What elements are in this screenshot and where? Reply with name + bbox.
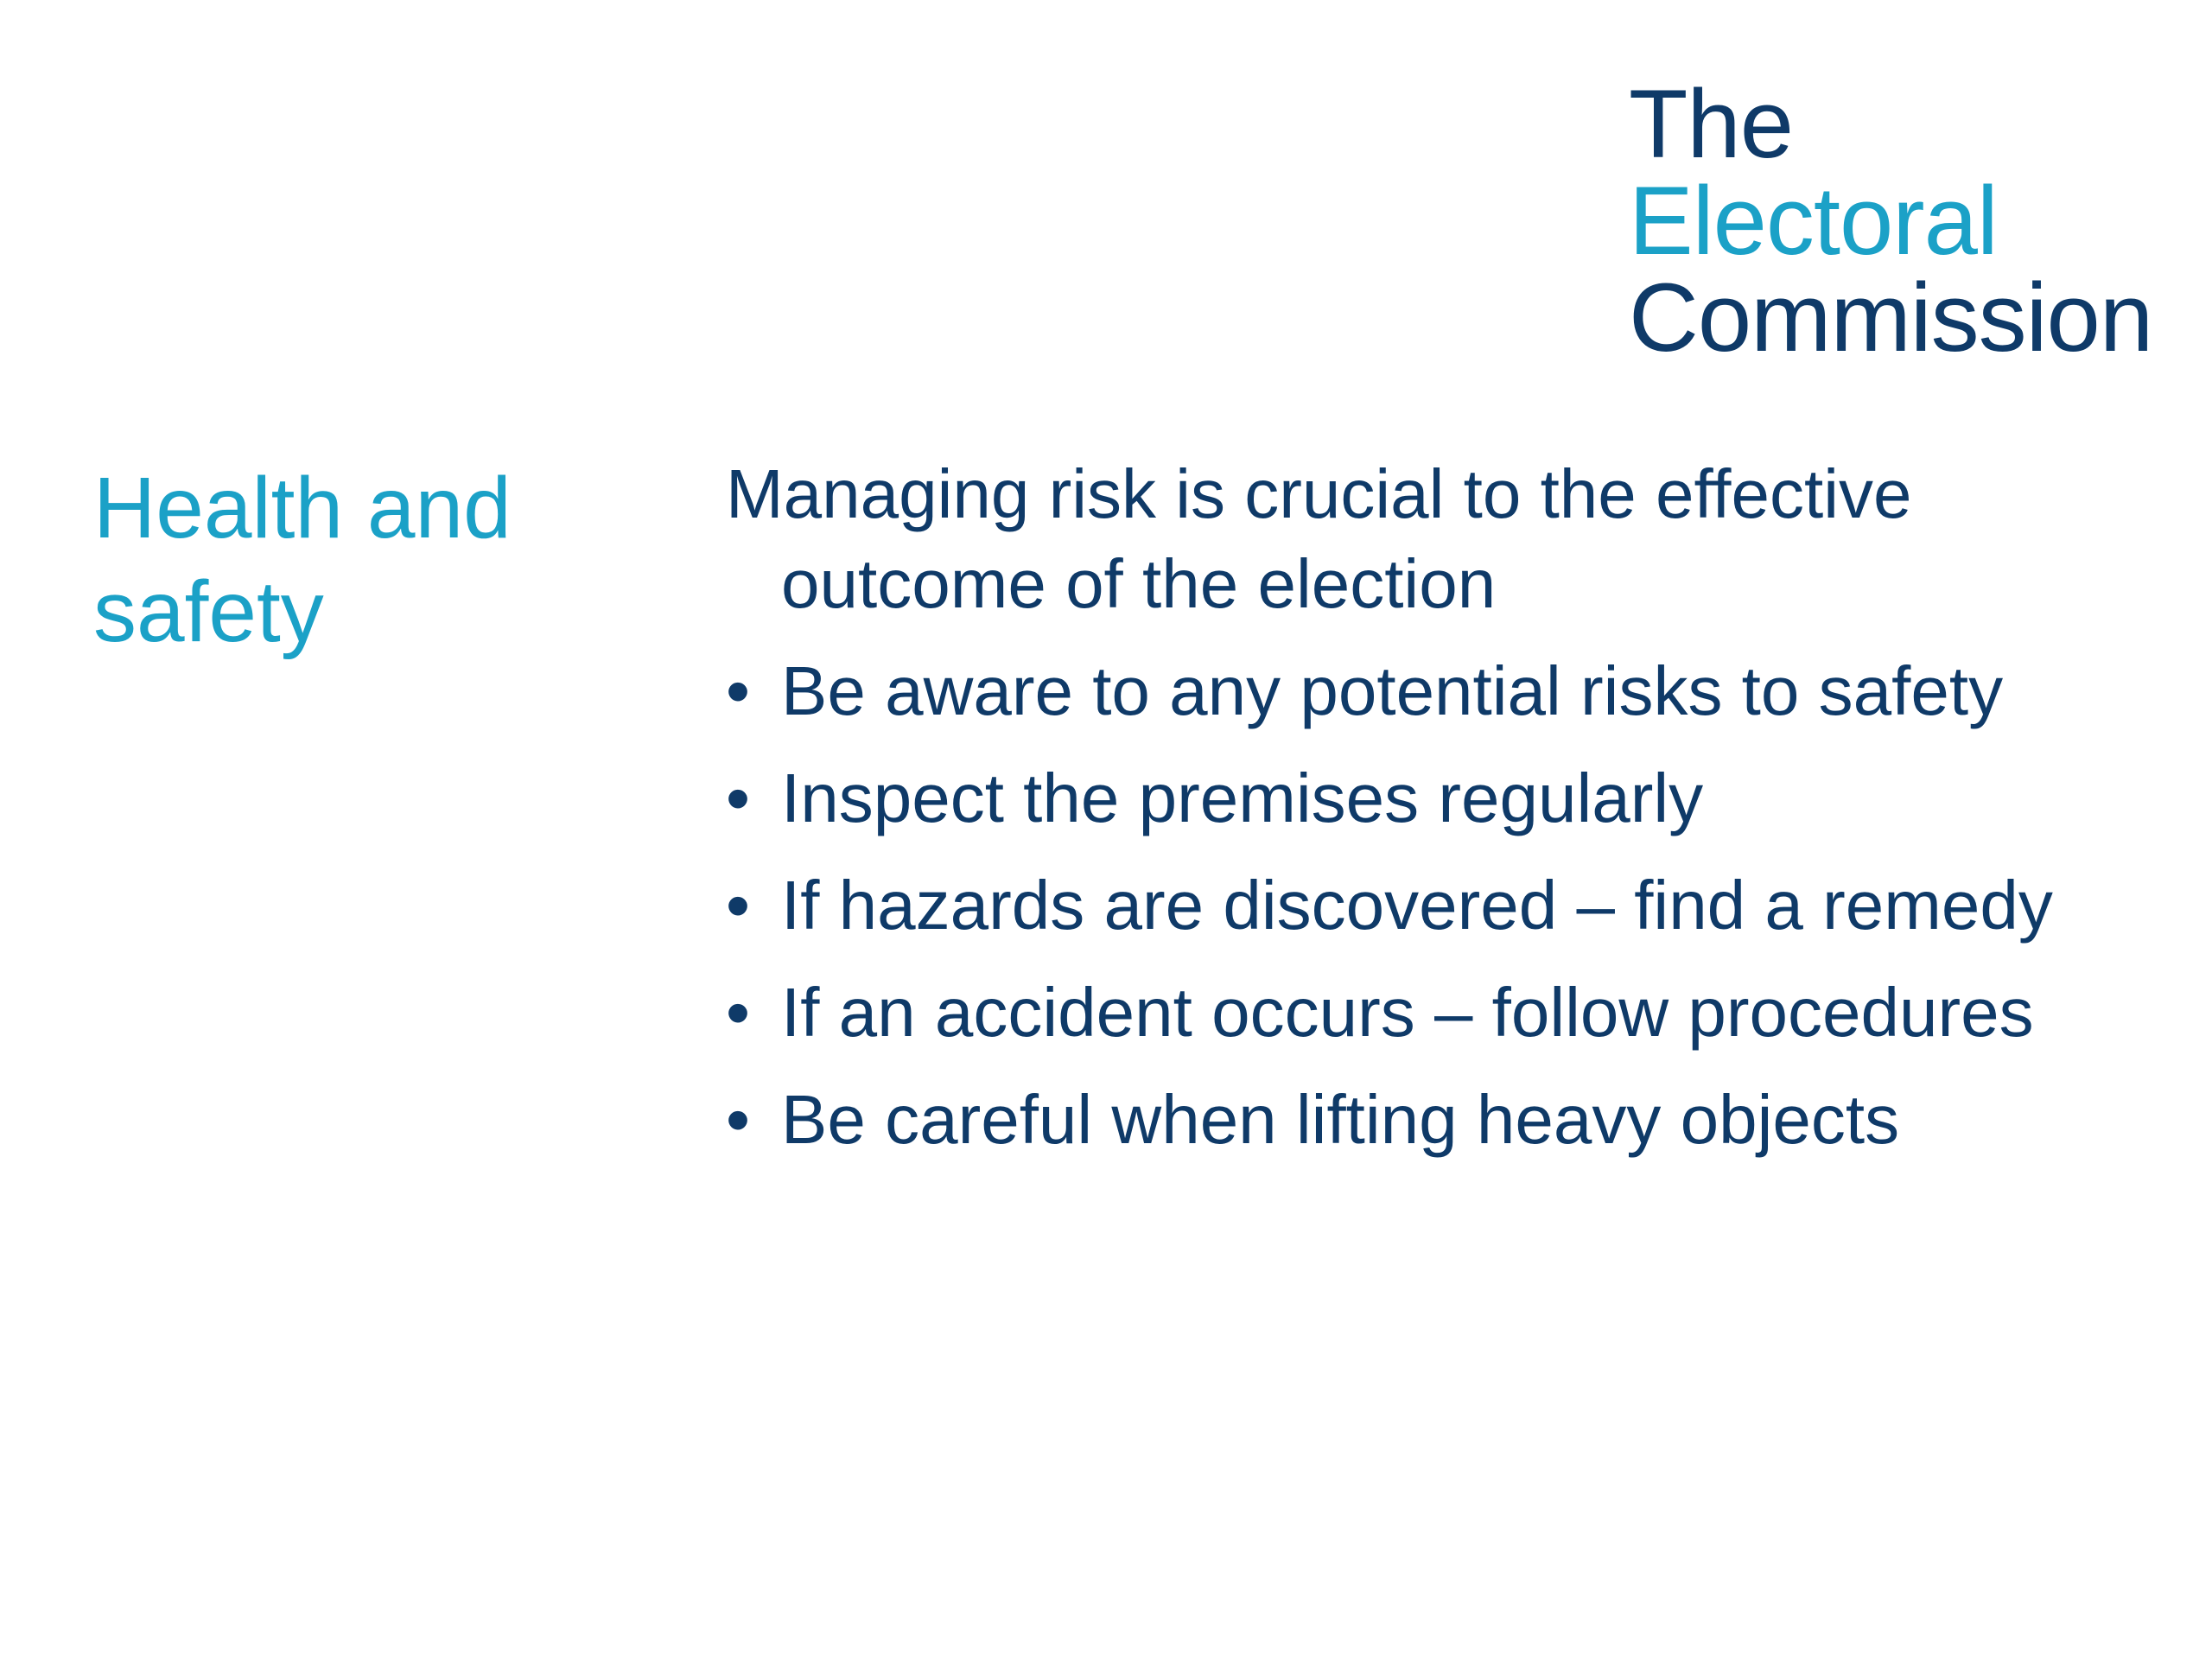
bullet-list: [726, 646, 2195, 1165]
logo-line-the: The: [1629, 70, 1793, 178]
bullet-text: If hazards are discovered – find a remedy: [781, 867, 2053, 944]
bullet-item: [726, 646, 2195, 736]
slide-title: [93, 456, 646, 664]
bullet-icon: •: [726, 760, 751, 836]
intro-paragraph: Managing risk is crucial to the effective outcome of the election: [726, 455, 1912, 622]
bullet-text: Inspect the premises regularly: [781, 760, 1704, 836]
electoral-commission-logo: [1629, 70, 2182, 372]
bullet-icon: •: [726, 652, 751, 729]
slide-body: [726, 449, 2195, 1182]
bullet-text: Be careful when lifting heavy objects: [781, 1081, 1900, 1158]
bullet-item: [726, 753, 2195, 843]
logo-line-commission: Commission: [1629, 264, 2153, 372]
bullet-item: [726, 861, 2195, 950]
logo-line-electoral: Electoral: [1629, 167, 1998, 275]
bullet-text: If an accident occurs – follow procedures: [781, 974, 2034, 1051]
slide-title-line-1: Health and: [93, 460, 512, 556]
bullet-icon: •: [726, 974, 751, 1051]
bullet-text: Be aware to any potential risks to safety: [781, 652, 2004, 729]
bullet-item: [726, 968, 2195, 1058]
bullet-icon: •: [726, 867, 751, 944]
bullet-item: [726, 1075, 2195, 1165]
slide-title-line-2: safety: [93, 563, 324, 660]
bullet-icon: •: [726, 1081, 751, 1158]
